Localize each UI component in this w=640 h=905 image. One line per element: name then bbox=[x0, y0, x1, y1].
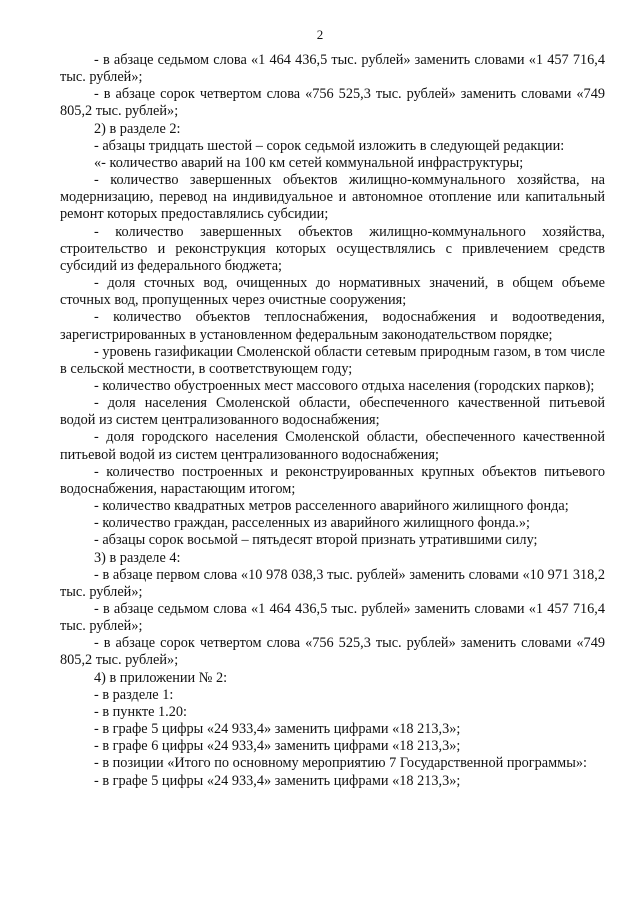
section-heading: 3) в разделе 4: bbox=[94, 549, 181, 566]
list-item: - количество завершенных объектов жилищно-коммунального хозяйства, на модернизацию, перевод на индивидуальное и автономное отопление или капитальный ремонт которых предоставлялись субсидии; bbox=[60, 172, 605, 223]
paragraph: - в абзаце седьмом слова «1 464 436,5 тыс. рублей» заменить словами «1 457 716,4 тыс. рублей»; bbox=[60, 601, 605, 635]
paragraph: - в абзаце первом слова «10 978 038,3 тыс. рублей» заменить словами «10 971 318,2 тыс. рублей»; bbox=[60, 566, 605, 600]
paragraph: - в абзаце седьмом слова «1 464 436,5 тыс. рублей» заменить словами «1 457 716,4 тыс. рублей»; bbox=[60, 52, 605, 86]
paragraph: - абзацы тридцать шестой – сорок седьмой изложить в следующей редакции: bbox=[94, 137, 565, 154]
section-heading: 4) в приложении № 2: bbox=[94, 669, 228, 686]
paragraph: - в графе 5 цифры «24 933,4» заменить цифрами «18 213,3»; bbox=[94, 772, 461, 789]
paragraph: - в пункте 1.20: bbox=[94, 703, 188, 720]
paragraph: - в абзаце сорок четвертом слова «756 525,3 тыс. рублей» заменить словами «749 805,2 тыс. рублей»; bbox=[60, 635, 605, 669]
list-item: «- количество аварий на 100 км сетей коммунальной инфраструктуры; bbox=[94, 154, 524, 171]
page-number: 2 bbox=[316, 27, 324, 42]
list-item: - количество построенных и реконструированных крупных объектов питьевого водоснабжения, нарастающим итогом; bbox=[60, 463, 605, 497]
paragraph: - в позиции «Итого по основному мероприятию 7 Государственной программы»: bbox=[94, 755, 587, 772]
list-item: - уровень газификации Смоленской области сетевым природным газом, в том числе в сельской местности, в соответствующем году; bbox=[60, 343, 605, 377]
list-item: - количество объектов теплоснабжения, водоснабжения и водоотведения, зарегистрированных в установленном федеральным законодательством порядке; bbox=[60, 309, 605, 343]
section-heading: 2) в разделе 2: bbox=[94, 120, 181, 137]
document-body bbox=[60, 52, 605, 790]
list-item: - количество квадратных метров расселенного аварийного жилищного фонда; bbox=[94, 498, 569, 515]
list-item: - количество граждан, расселенных из аварийного жилищного фонда.»; bbox=[94, 515, 530, 532]
paragraph: - в графе 5 цифры «24 933,4» заменить цифрами «18 213,3»; bbox=[94, 721, 461, 738]
paragraph: - в разделе 1: bbox=[94, 686, 174, 703]
paragraph: - в абзаце сорок четвертом слова «756 525,3 тыс. рублей» заменить словами «749 805,2 тыс. рублей»; bbox=[60, 86, 605, 120]
list-item: - доля населения Смоленской области, обеспеченного качественной питьевой водой из систем централизованного водоснабжения; bbox=[60, 395, 605, 429]
paragraph: - абзацы сорок восьмой – пятьдесят второй признать утратившими силу; bbox=[94, 532, 538, 549]
list-item: - доля сточных вод, очищенных до нормативных значений, в общем объеме сточных вод, пропущенных через очистные сооружения; bbox=[60, 275, 605, 309]
list-item: - количество обустроенных мест массового отдыха населения (городских парков); bbox=[94, 377, 595, 394]
paragraph: - в графе 6 цифры «24 933,4» заменить цифрами «18 213,3»; bbox=[94, 738, 461, 755]
list-item: - доля городского населения Смоленской области, обеспеченного качественной питьевой водой из систем централизованного водоснабжения; bbox=[60, 429, 605, 463]
list-item: - количество завершенных объектов жилищно-коммунального хозяйства, строительство и реконструкция которых осуществлялись с привлечением средств субсидий из федерального бюджета; bbox=[60, 223, 605, 274]
